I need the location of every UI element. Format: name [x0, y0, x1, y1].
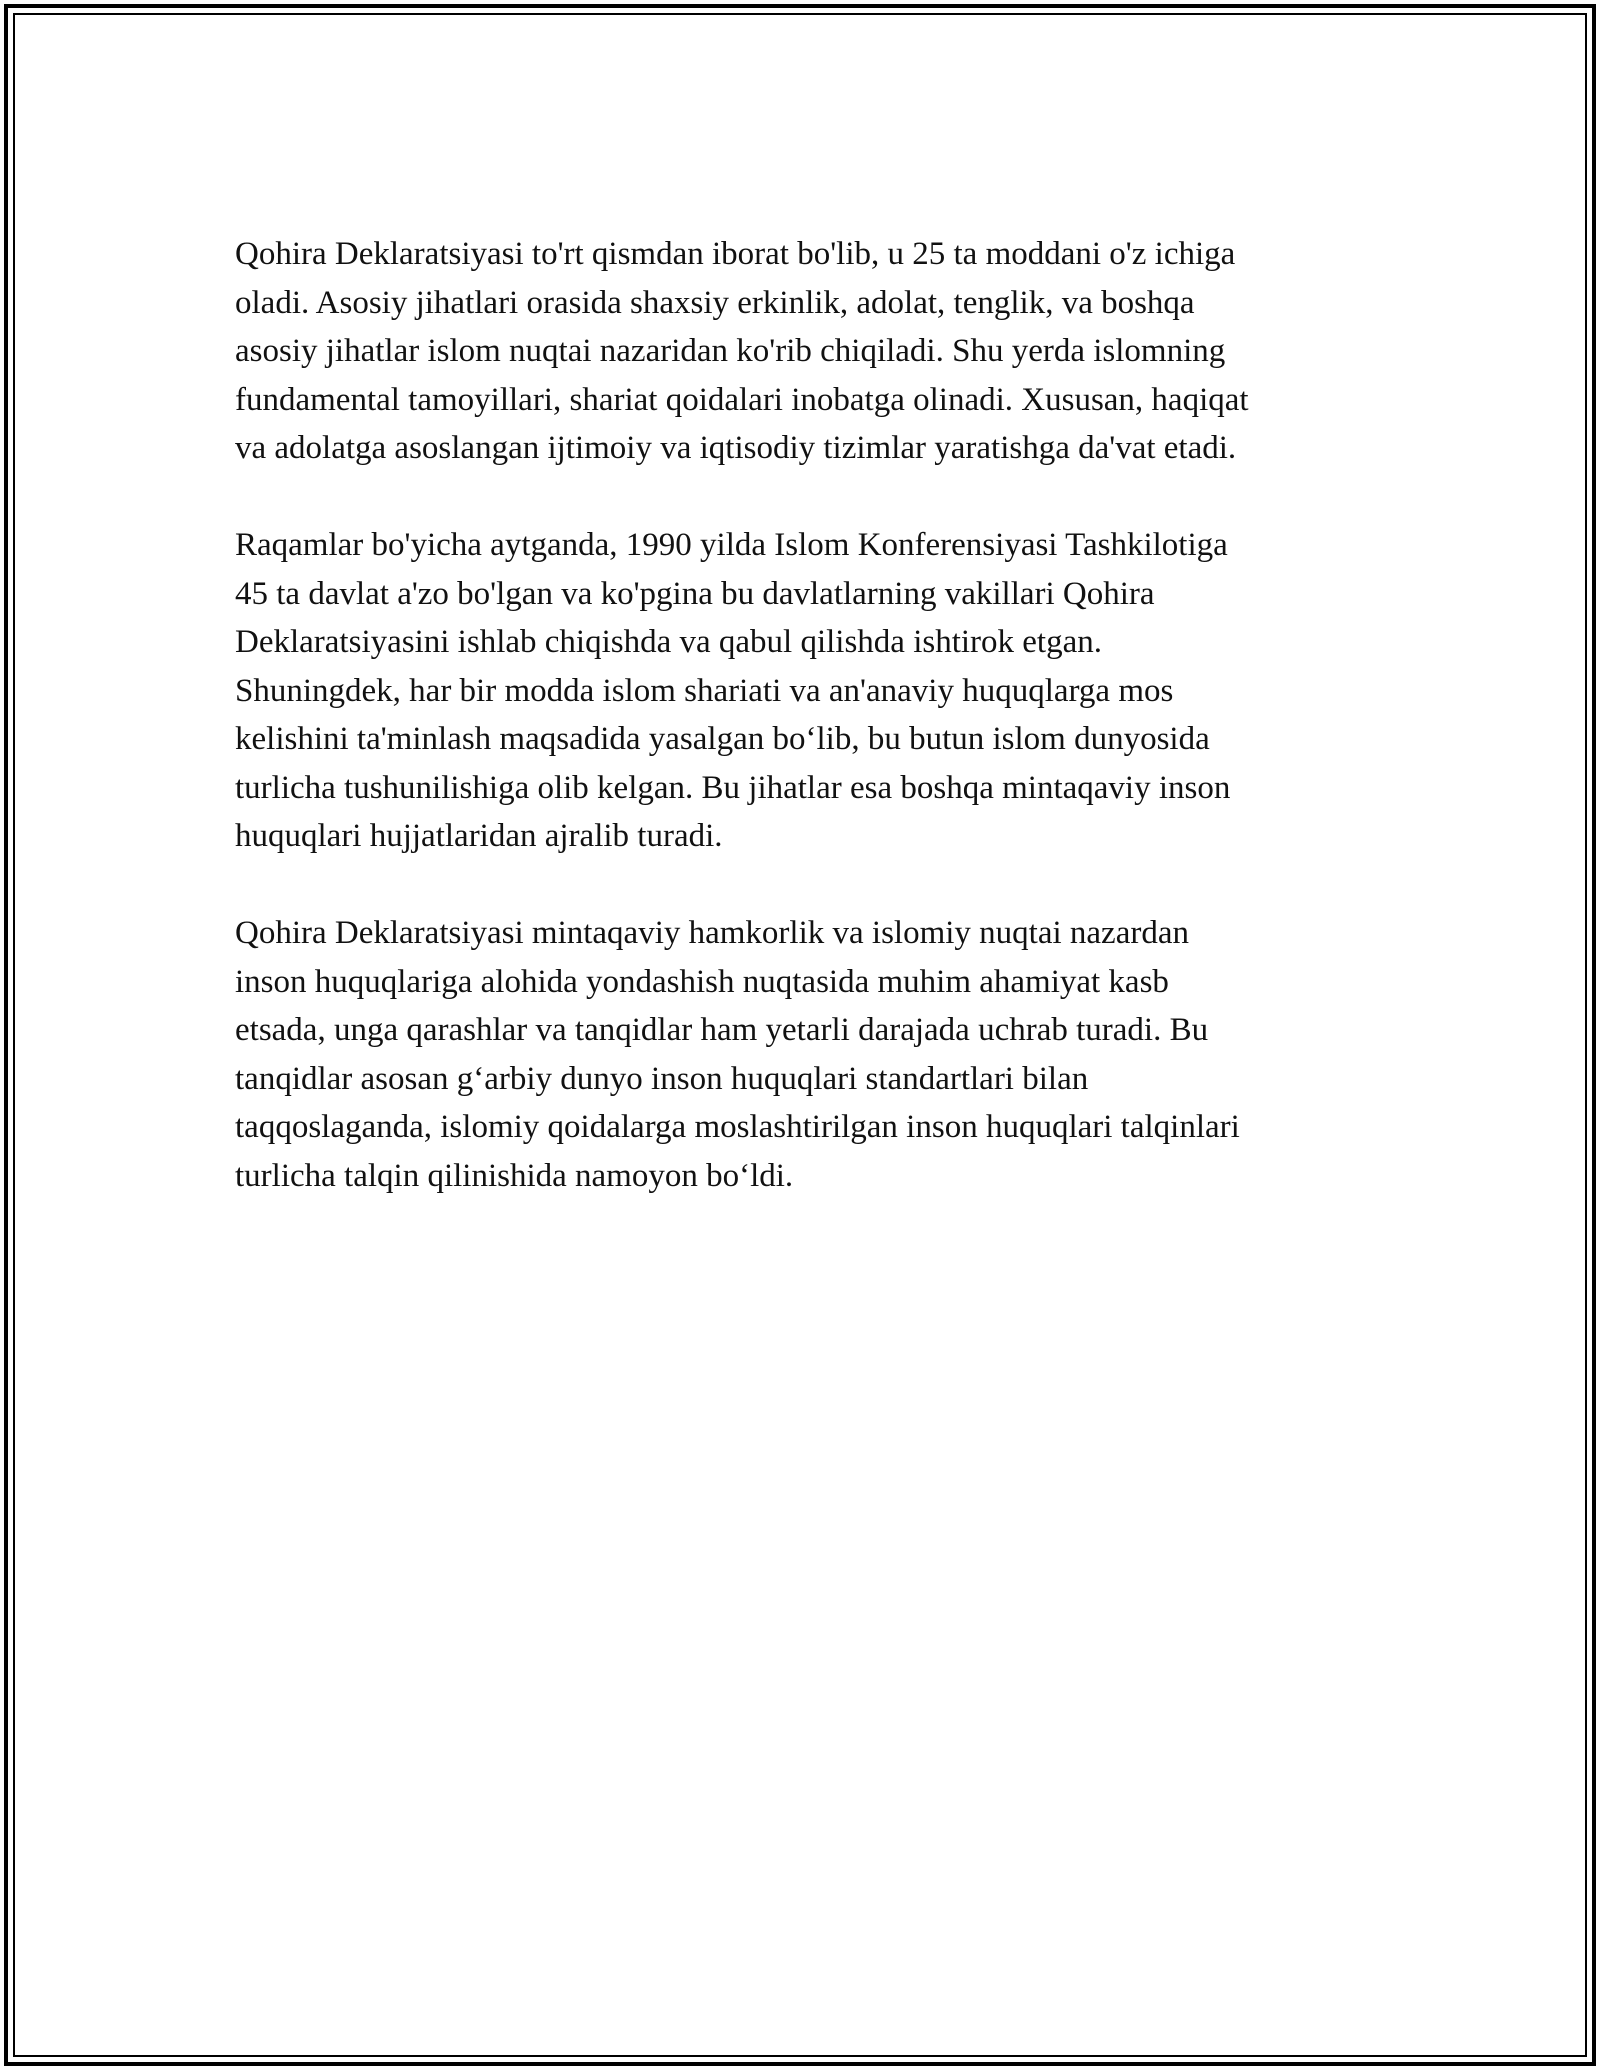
- document-body: [235, 230, 1375, 1249]
- paragraph-1: Qohira Deklaratsiyasi to'rt qismdan iborat bo'lib, u 25 ta moddani o'z ichiga oladi. Asosiy jihatlari orasida shaxsiy erkinlik, adolat, tenglik, va boshqa asosiy jihatlar islom nuqtai nazaridan ko'rib chiqiladi. Shu yerda islomning fundamental tamoyillari, shariat qoidalari inobatga olinadi. Xususan, haqiqat va adolatga asoslangan ijtimoiy va iqtisodiy tizimlar yaratishga da'vat etadi.: [235, 236, 1249, 466]
- paragraph-2: Raqamlar bo'yicha aytganda, 1990 yilda Islom Konferensiyasi Tashkilotiga 45 ta davlat a'zo bo'lgan va ko'pgina bu davlatlarning vakillari Qohira Deklaratsiyasini ishlab chiqishda va qabul qilishda ishtirok etgan. Shuningdek, har bir modda islom shariati va an'anaviy huquqlarga mos kelishini ta'minlash maqsadida yasalgan bo‘lib, bu butun islom dunyosida turlicha tushunilishiga olib kelgan. Bu jihatlar esa boshqa mintaqaviy inson huquqlari hujjatlaridan ajralib turadi.: [235, 527, 1231, 854]
- paragraph-3: Qohira Deklaratsiyasi mintaqaviy hamkorlik va islomiy nuqtai nazardan inson huquqlariga alohida yondashish nuqtasida muhim ahamiyat kasb etsada, unga qarashlar va tanqidlar ham yetarli darajada uchrab turadi. Bu tanqidlar asosan g‘arbiy dunyo inson huquqlari standartlari bilan taqqoslaganda, islomiy qoidalarga moslashtirilgan inson huquqlari talqinlari turlicha talqin qilinishida namoyon bo‘ldi.: [235, 915, 1240, 1194]
